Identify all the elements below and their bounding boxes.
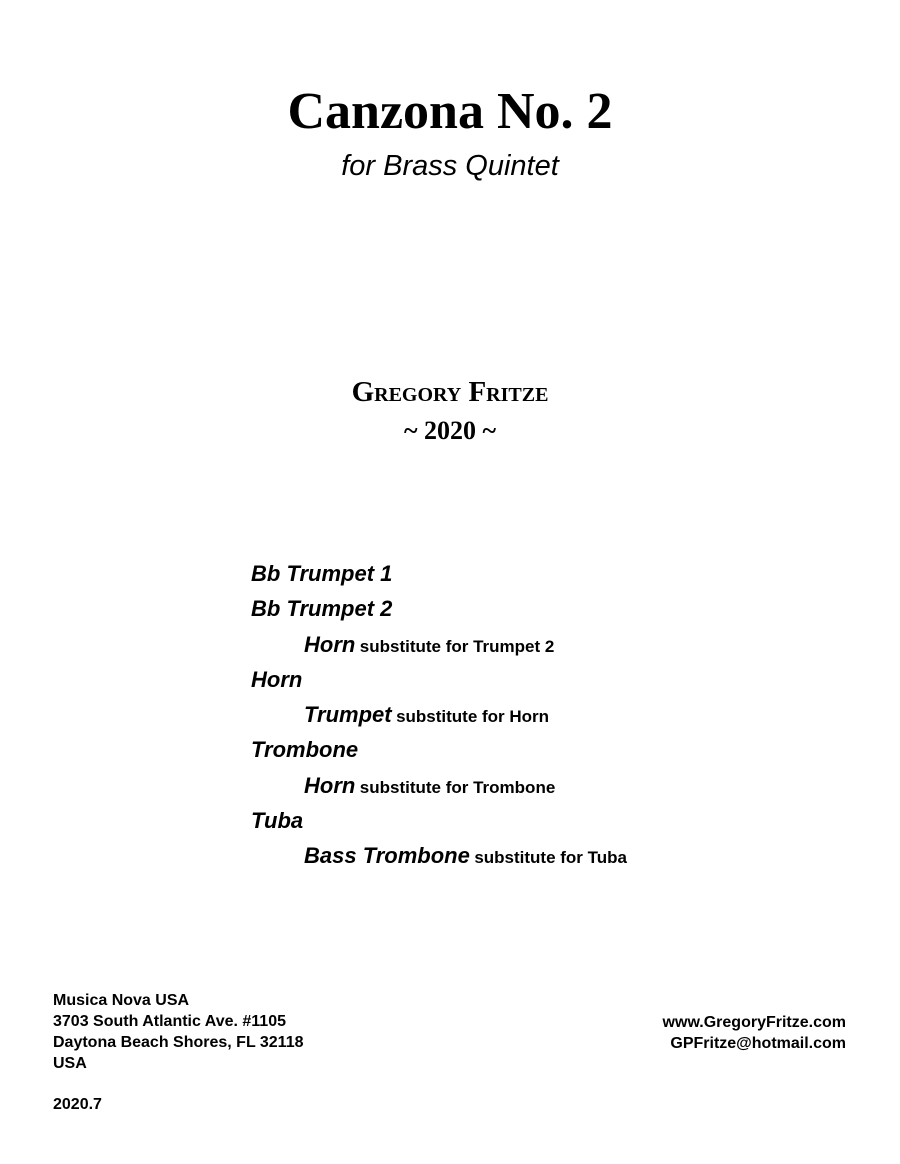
instrument-substitute-item (251, 627, 811, 662)
page-title: Canzona No. 2 (287, 83, 613, 140)
instrument-item (251, 732, 811, 767)
instrument-substitute-item (251, 768, 811, 803)
composer-name: Gregory Fritze (351, 376, 549, 408)
email-link[interactable]: GPFritze@hotmail.com (670, 1035, 846, 1052)
substitute-note: substitute for Horn (396, 707, 550, 727)
subtitle: for Brass Quintet (341, 150, 559, 182)
instrument-item (251, 591, 811, 626)
composition-year: ~ 2020 ~ (403, 416, 497, 445)
publisher-name: Musica Nova USA (53, 992, 190, 1009)
edition-number: 2020.7 (53, 1096, 102, 1113)
instrument-substitute-item (251, 838, 811, 873)
publisher-street: 3703 South Atlantic Ave. #1105 (53, 1013, 286, 1030)
substitute-note: substitute for Trombone (359, 777, 556, 797)
instrument-name: Trombone (251, 737, 359, 763)
instrument-list (251, 556, 811, 874)
instrument-name: Tuba (251, 808, 304, 834)
instrument-name: Bb Trumpet 1 (251, 561, 393, 586)
instrument-substitute-item (251, 697, 811, 732)
website-link[interactable]: www.GregoryFritze.com (662, 1014, 846, 1031)
substitute-instrument-name: Horn (304, 772, 356, 798)
instrument-name: Bb Trumpet 2 (251, 596, 393, 622)
substitute-instrument-name: Trumpet (304, 702, 392, 728)
publisher-country: USA (53, 1055, 87, 1072)
publisher-city: Daytona Beach Shores, FL 32118 (53, 1034, 304, 1051)
instrument-item (251, 556, 811, 591)
substitute-instrument-name: Horn (304, 631, 356, 657)
publisher-address (53, 990, 303, 1074)
substitute-instrument-name: Bass Trombone (304, 843, 470, 869)
instrument-name: Horn (251, 666, 303, 692)
substitute-note: substitute for Tuba (474, 848, 627, 868)
contact-info (663, 1012, 846, 1054)
instrument-item (251, 662, 811, 697)
instrument-item (251, 803, 811, 838)
substitute-note: substitute for Trumpet 2 (359, 636, 555, 656)
